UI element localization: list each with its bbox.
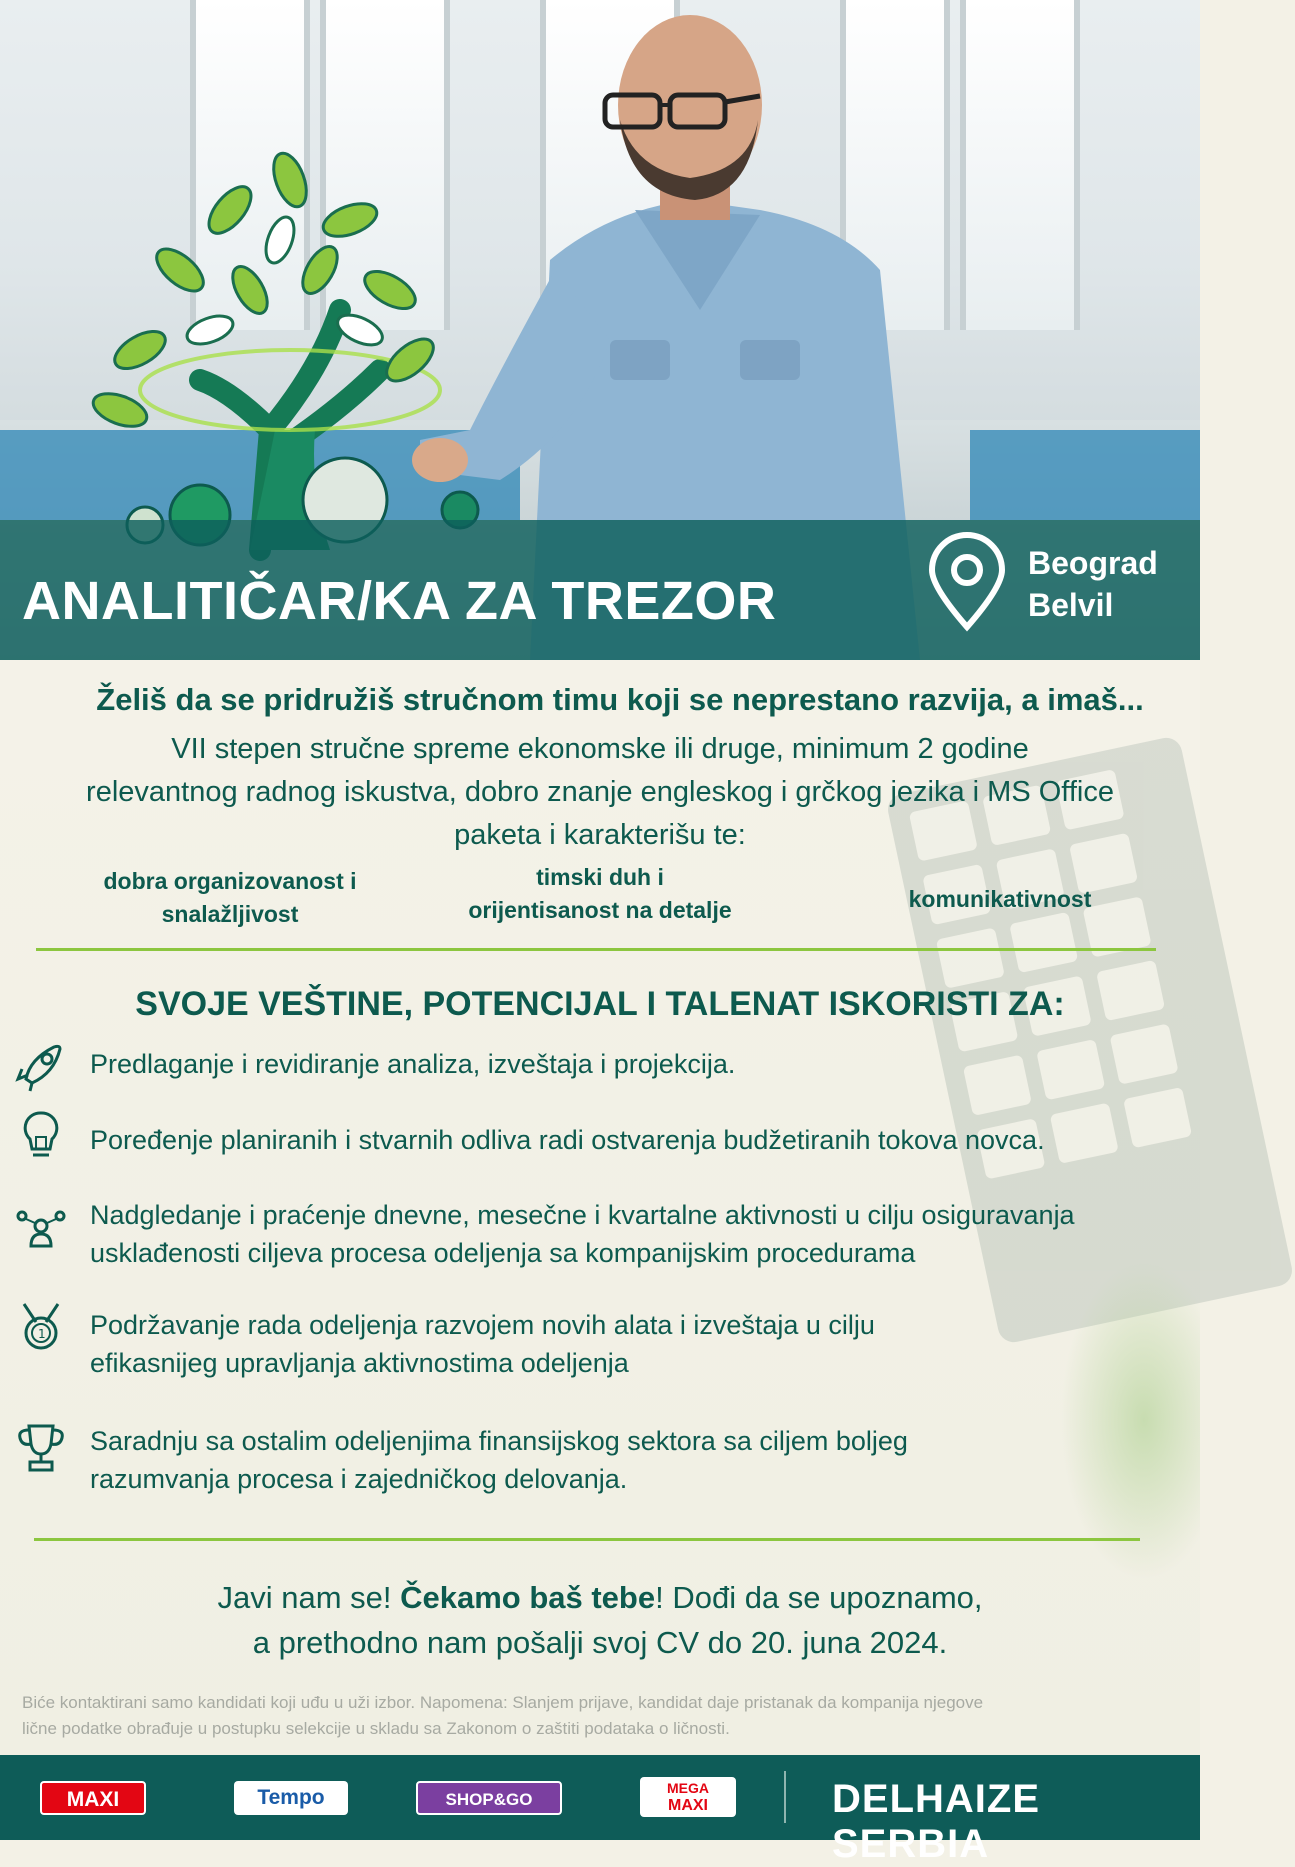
call-to-action	[0, 1575, 1200, 1665]
skill-line: Poređenje planiranih i stvarnih odliva radi ostvarenja budžetiranih tokova novca.	[90, 1125, 1045, 1155]
footer-brands	[0, 1755, 1200, 1866]
skill-line: razumvanja procesa i zajedničkog delovanja.	[90, 1464, 628, 1494]
team-icon	[14, 1202, 68, 1256]
requirements-line: VII stepen stručne spreme ekonomske ili druge, minimum 2 godine	[171, 733, 1029, 765]
trait-line: komunikativnost	[908, 886, 1092, 912]
footer-separator	[784, 1771, 786, 1823]
skills-heading: SVOJE VEŠTINE, POTENCIJAL I TALENAT ISKORISTI ZA:	[135, 985, 1065, 1023]
megamaxi-logo[interactable]	[640, 1777, 736, 1817]
tempo-logo[interactable]	[234, 1781, 348, 1815]
location-pin-icon	[926, 532, 1008, 632]
requirements-line: relevantnog radnog iskustva, dobro znanje engleskog i grčkog jezika i MS Office	[86, 776, 1114, 808]
skill-text	[90, 1196, 1170, 1272]
cta-deadline: a prethodno nam pošalji svoj CV do 20. juna 2024.	[252, 1625, 948, 1660]
requirements	[0, 728, 1200, 857]
trait-line: dobra organizovanost i	[103, 868, 357, 894]
trait-teamwork	[440, 861, 760, 927]
delhaize-serbia-logo[interactable]: DELHAIZE SERBIA	[832, 1777, 1040, 1866]
hero-image	[0, 0, 1200, 660]
skill-line: Nadgledanje i praćenje dnevne, mesečne i kvartalne aktivnosti u cilju osiguravanja	[90, 1200, 1075, 1230]
divider	[36, 948, 1156, 951]
trait-line: orijentisanost na detalje	[468, 897, 732, 923]
title-band	[0, 520, 1200, 660]
disclaimer	[22, 1690, 1182, 1742]
medal-icon	[14, 1300, 68, 1354]
job-title: ANALITIČAR/KA ZA TREZOR	[22, 571, 777, 631]
skill-text	[90, 1306, 1170, 1382]
skill-line: Predlaganje i revidiranje analiza, izveštaja i projekcija.	[90, 1049, 736, 1079]
cta-text: ! Dođi da se upoznamo,	[655, 1580, 983, 1615]
trophy-icon	[14, 1420, 68, 1474]
city: Beograd	[1028, 545, 1158, 581]
disclaimer-line: Biće kontaktirani samo kandidati koji uđu u uži izbor. Napomena: Slanjem prijave, kandidat daje pristanak da kompanija njegove	[22, 1693, 984, 1712]
logo-text: MAXI	[668, 1797, 708, 1814]
intro-question: Želiš da se pridružiš stručnom timu koji se neprestano razvija, a imaš...	[96, 682, 1144, 717]
job-description	[0, 660, 1200, 1755]
logo-text: MAXI	[66, 1788, 120, 1811]
skill-line: efikasnijeg upravljanja aktivnostima odeljenja	[90, 1348, 629, 1378]
divider	[34, 1538, 1140, 1541]
logo-text: Tempo	[257, 1786, 325, 1809]
requirements-line: paketa i karakterišu te:	[454, 819, 746, 851]
logo-text: SHOP&GO	[445, 1790, 533, 1809]
svg-text:1: 1	[38, 1327, 46, 1341]
district: Belvil	[1028, 587, 1114, 623]
logo-text: MEGA	[667, 1780, 709, 1796]
trait-organization	[80, 865, 380, 931]
lightbulb-icon	[14, 1107, 68, 1161]
trait-line: timski duh i	[536, 864, 664, 890]
skill-text	[90, 1121, 1170, 1159]
disclaimer-line: lične podatke obrađuje u postupku selekcije u skladu sa Zakonom o zaštiti podataka o ličnosti.	[22, 1719, 730, 1738]
skill-text	[90, 1422, 1170, 1498]
rocket-icon	[14, 1039, 68, 1093]
cta-line	[0, 1575, 1200, 1620]
skill-text	[90, 1045, 1170, 1083]
cta-emphasis: Čekamo baš tebe	[400, 1580, 656, 1615]
trait-line: snalažljivost	[161, 901, 299, 927]
maxi-logo[interactable]	[40, 1781, 146, 1815]
job-location	[1028, 542, 1158, 626]
skill-line: usklađenosti ciljeva procesa odeljenja sa kompanijskim procedurama	[90, 1238, 916, 1268]
trait-communication	[880, 883, 1120, 916]
skill-line: Saradnju sa ostalim odeljenjima finansijskog sektora sa ciljem boljeg	[90, 1426, 908, 1456]
cta-text: Javi nam se!	[217, 1580, 401, 1615]
tree-illustration	[80, 150, 510, 550]
shopgo-logo[interactable]	[416, 1781, 562, 1815]
skill-line: Podržavanje rada odeljenja razvojem novih alata i izveštaja u cilju	[90, 1310, 875, 1340]
traits-row	[0, 865, 1200, 945]
